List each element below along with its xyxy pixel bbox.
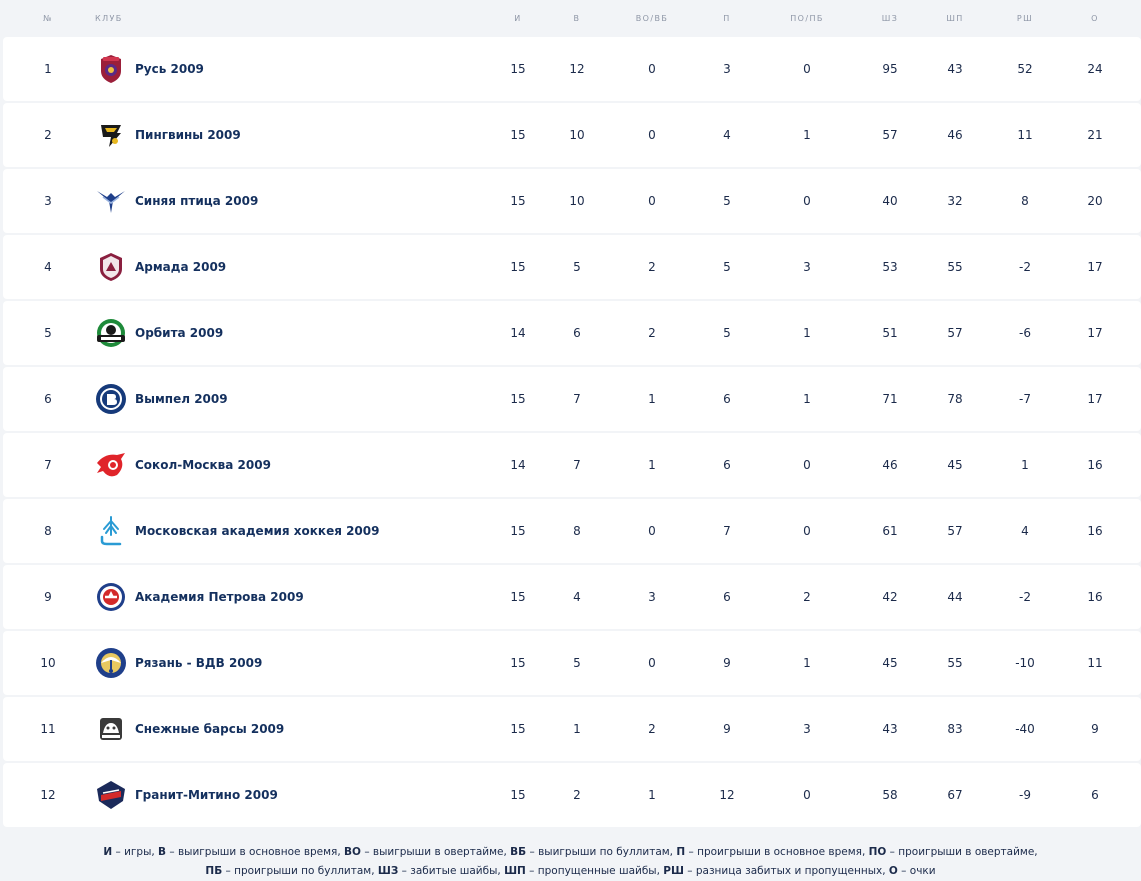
club-name[interactable]: Синяя птица 2009: [135, 194, 259, 208]
position-cell: 6: [44, 392, 52, 406]
goals-for-cell: 40: [882, 194, 898, 208]
legend-abbr: ВО: [344, 846, 361, 858]
header-goal-diff: РШ: [1016, 14, 1034, 23]
club-link[interactable]: [95, 317, 223, 349]
ot-so-losses-cell: 1: [803, 656, 811, 670]
table-row[interactable]: [3, 499, 1141, 563]
losses-cell: 12: [719, 788, 735, 802]
games-cell: 15: [510, 392, 526, 406]
points-cell: 16: [1087, 458, 1103, 472]
standings-table: [3, 37, 1141, 829]
points-cell: 6: [1091, 788, 1099, 802]
club-name[interactable]: Академия Петрова 2009: [135, 590, 304, 604]
goals-for-cell: 45: [882, 656, 898, 670]
ot-so-wins-cell: 0: [648, 524, 656, 538]
header-games: И: [514, 14, 522, 23]
legend-abbr: ВБ: [510, 846, 527, 858]
ot-so-losses-cell: 0: [803, 524, 811, 538]
legend-description: – выигрыши по буллитам,: [526, 846, 677, 858]
ot-so-wins-cell: 2: [648, 722, 656, 736]
goals-for-cell: 53: [882, 260, 898, 274]
goals-against-cell: 45: [947, 458, 963, 472]
games-cell: 15: [510, 524, 526, 538]
orbita-logo: [95, 317, 127, 349]
header-losses: П: [723, 14, 731, 23]
legend-description: – пропущенные шайбы,: [525, 865, 664, 877]
legend-description: – проигрыши в основное время,: [685, 846, 869, 858]
legend-abbr: О: [888, 865, 898, 877]
goal-diff-cell: 4: [1021, 524, 1029, 538]
goal-diff-cell: 52: [1017, 62, 1033, 76]
wins-cell: 12: [569, 62, 585, 76]
goal-diff-cell: 1: [1021, 458, 1029, 472]
club-link[interactable]: [95, 251, 226, 283]
petrov-logo: [95, 581, 127, 613]
club-link[interactable]: [95, 383, 228, 415]
ot-so-wins-cell: 2: [648, 260, 656, 274]
legend-line-1: [0, 843, 1141, 862]
ot-so-losses-cell: 3: [803, 722, 811, 736]
legend-abbr: ШЗ: [377, 865, 399, 877]
legend-abbr: ПБ: [205, 865, 223, 877]
goals-against-cell: 57: [947, 524, 963, 538]
position-cell: 11: [40, 722, 56, 736]
games-cell: 15: [510, 128, 526, 142]
club-link[interactable]: [95, 779, 278, 811]
position-cell: 12: [40, 788, 56, 802]
losses-cell: 5: [723, 326, 731, 340]
losses-cell: 9: [723, 722, 731, 736]
losses-cell: 7: [723, 524, 731, 538]
header-goals-against: ШП: [946, 14, 964, 23]
vympel-logo: [95, 383, 127, 415]
goals-for-cell: 46: [882, 458, 898, 472]
table-row[interactable]: [3, 235, 1141, 299]
club-name[interactable]: Вымпел 2009: [135, 392, 228, 406]
losses-cell: 5: [723, 194, 731, 208]
legend-line-2: [0, 862, 1141, 881]
losses-cell: 6: [723, 392, 731, 406]
goals-for-cell: 57: [882, 128, 898, 142]
header-wins: В: [573, 14, 581, 23]
club-name[interactable]: Московская академия хоккея 2009: [135, 524, 380, 538]
games-cell: 15: [510, 590, 526, 604]
wins-cell: 4: [573, 590, 581, 604]
wins-cell: 10: [569, 128, 585, 142]
position-cell: 3: [44, 194, 52, 208]
club-link[interactable]: [95, 713, 284, 745]
goal-diff-cell: -2: [1019, 590, 1031, 604]
goals-against-cell: 67: [947, 788, 963, 802]
losses-cell: 6: [723, 458, 731, 472]
goals-against-cell: 78: [947, 392, 963, 406]
table-header: [0, 0, 1141, 38]
table-row[interactable]: [3, 433, 1141, 497]
wins-cell: 6: [573, 326, 581, 340]
sokol-logo: [95, 449, 127, 481]
games-cell: 15: [510, 260, 526, 274]
games-cell: 15: [510, 194, 526, 208]
header-ot-so-losses: ПО/ПБ: [790, 14, 824, 23]
ot-so-wins-cell: 0: [648, 128, 656, 142]
losses-cell: 4: [723, 128, 731, 142]
goals-against-cell: 32: [947, 194, 963, 208]
legend-description: – очки: [897, 865, 936, 877]
goal-diff-cell: -2: [1019, 260, 1031, 274]
club-link[interactable]: [95, 647, 262, 679]
goals-against-cell: 44: [947, 590, 963, 604]
header-points: О: [1091, 14, 1099, 23]
header-club: КЛУБ: [95, 14, 123, 23]
ot-so-losses-cell: 1: [803, 128, 811, 142]
losses-cell: 9: [723, 656, 731, 670]
legend-description: – выигрыши в основное время,: [166, 846, 345, 858]
goal-diff-cell: -9: [1019, 788, 1031, 802]
club-name[interactable]: Сокол-Москва 2009: [135, 458, 271, 472]
wins-cell: 5: [573, 656, 581, 670]
club-name[interactable]: Орбита 2009: [135, 326, 224, 340]
ot-so-wins-cell: 1: [648, 392, 656, 406]
goals-for-cell: 42: [882, 590, 898, 604]
club-name[interactable]: Русь 2009: [135, 62, 204, 76]
ot-so-losses-cell: 1: [803, 326, 811, 340]
goals-for-cell: 71: [882, 392, 898, 406]
legend-description: – забитые шайбы,: [398, 865, 505, 877]
rus-logo: [95, 53, 127, 85]
goals-for-cell: 58: [882, 788, 898, 802]
club-link[interactable]: [95, 515, 379, 547]
goal-diff-cell: -7: [1019, 392, 1031, 406]
wins-cell: 2: [573, 788, 581, 802]
goals-against-cell: 43: [947, 62, 963, 76]
ot-so-losses-cell: 0: [803, 458, 811, 472]
goals-for-cell: 51: [882, 326, 898, 340]
table-row[interactable]: [3, 103, 1141, 167]
legend: [0, 843, 1141, 881]
points-cell: 21: [1087, 128, 1103, 142]
club-name[interactable]: Рязань - ВДВ 2009: [135, 656, 263, 670]
ot-so-losses-cell: 2: [803, 590, 811, 604]
goals-against-cell: 83: [947, 722, 963, 736]
games-cell: 15: [510, 788, 526, 802]
wins-cell: 1: [573, 722, 581, 736]
ot-so-losses-cell: 0: [803, 62, 811, 76]
legend-abbr: РШ: [663, 865, 684, 877]
legend-description: – игры,: [112, 846, 159, 858]
goals-for-cell: 61: [882, 524, 898, 538]
position-cell: 8: [44, 524, 52, 538]
position-cell: 9: [44, 590, 52, 604]
losses-cell: 6: [723, 590, 731, 604]
club-link[interactable]: [95, 119, 241, 151]
ot-so-wins-cell: 0: [648, 656, 656, 670]
club-link[interactable]: [95, 581, 304, 613]
games-cell: 14: [510, 458, 526, 472]
header-position: №: [43, 14, 53, 23]
legend-abbr: ШП: [504, 865, 526, 877]
club-name[interactable]: Армада 2009: [135, 260, 227, 274]
table-row[interactable]: [3, 169, 1141, 233]
table-row[interactable]: [3, 565, 1141, 629]
ot-so-losses-cell: 1: [803, 392, 811, 406]
ot-so-wins-cell: 2: [648, 326, 656, 340]
ot-so-losses-cell: 3: [803, 260, 811, 274]
ot-so-wins-cell: 1: [648, 788, 656, 802]
points-cell: 17: [1087, 260, 1103, 274]
legend-description: – разница забитых и пропущенных,: [683, 865, 889, 877]
ot-so-wins-cell: 1: [648, 458, 656, 472]
wins-cell: 7: [573, 392, 581, 406]
goals-against-cell: 46: [947, 128, 963, 142]
wins-cell: 10: [569, 194, 585, 208]
legend-abbr: ПО: [868, 846, 887, 858]
goals-for-cell: 95: [882, 62, 898, 76]
club-link[interactable]: [95, 185, 258, 217]
position-cell: 4: [44, 260, 52, 274]
table-row[interactable]: [3, 301, 1141, 365]
club-name[interactable]: Снежные барсы 2009: [135, 722, 285, 736]
goal-diff-cell: -6: [1019, 326, 1031, 340]
ryazan-vdv-logo: [95, 647, 127, 679]
table-row[interactable]: [3, 367, 1141, 431]
wins-cell: 7: [573, 458, 581, 472]
goals-against-cell: 57: [947, 326, 963, 340]
position-cell: 2: [44, 128, 52, 142]
wins-cell: 5: [573, 260, 581, 274]
ot-so-wins-cell: 0: [648, 194, 656, 208]
goals-against-cell: 55: [947, 260, 963, 274]
legend-abbr: В: [158, 846, 167, 858]
wins-cell: 8: [573, 524, 581, 538]
games-cell: 15: [510, 722, 526, 736]
club-link[interactable]: [95, 449, 271, 481]
losses-cell: 3: [723, 62, 731, 76]
points-cell: 17: [1087, 326, 1103, 340]
legend-abbr: П: [676, 846, 686, 858]
points-cell: 11: [1087, 656, 1103, 670]
club-name[interactable]: Пингвины 2009: [135, 128, 241, 142]
legend-abbr: И: [103, 846, 113, 858]
points-cell: 16: [1087, 590, 1103, 604]
goal-diff-cell: 11: [1017, 128, 1033, 142]
ot-so-wins-cell: 3: [648, 590, 656, 604]
points-cell: 9: [1091, 722, 1099, 736]
losses-cell: 5: [723, 260, 731, 274]
club-name[interactable]: Гранит-Митино 2009: [135, 788, 278, 802]
position-cell: 1: [44, 62, 52, 76]
header-goals-for: ШЗ: [881, 14, 899, 23]
points-cell: 24: [1087, 62, 1103, 76]
position-cell: 10: [40, 656, 56, 670]
table-row[interactable]: [3, 631, 1141, 695]
table-row[interactable]: [3, 697, 1141, 761]
granit-mitino-logo: [95, 779, 127, 811]
ot-so-losses-cell: 0: [803, 788, 811, 802]
goals-for-cell: 43: [882, 722, 898, 736]
club-link[interactable]: [95, 53, 204, 85]
pingviny-logo: [95, 119, 127, 151]
goal-diff-cell: 8: [1021, 194, 1029, 208]
table-row[interactable]: [3, 763, 1141, 827]
points-cell: 17: [1087, 392, 1103, 406]
table-row[interactable]: [3, 37, 1141, 101]
points-cell: 16: [1087, 524, 1103, 538]
position-cell: 7: [44, 458, 52, 472]
legend-description: – выигрыши в овертайме,: [360, 846, 511, 858]
ot-so-wins-cell: 0: [648, 62, 656, 76]
header-ot-so-wins: ВО/ВБ: [635, 14, 669, 23]
armada-logo: [95, 251, 127, 283]
position-cell: 5: [44, 326, 52, 340]
snezhnye-barsy-logo: [95, 713, 127, 745]
goal-diff-cell: -40: [1015, 722, 1035, 736]
mah-logo: [95, 515, 127, 547]
points-cell: 20: [1087, 194, 1103, 208]
sinyaya-ptitsa-logo: [95, 185, 127, 217]
ot-so-losses-cell: 0: [803, 194, 811, 208]
legend-description: – проигрыши по буллитам,: [222, 865, 378, 877]
legend-description: – проигрыши в овертайме,: [886, 846, 1038, 858]
games-cell: 15: [510, 62, 526, 76]
goal-diff-cell: -10: [1015, 656, 1035, 670]
games-cell: 14: [510, 326, 526, 340]
games-cell: 15: [510, 656, 526, 670]
goals-against-cell: 55: [947, 656, 963, 670]
